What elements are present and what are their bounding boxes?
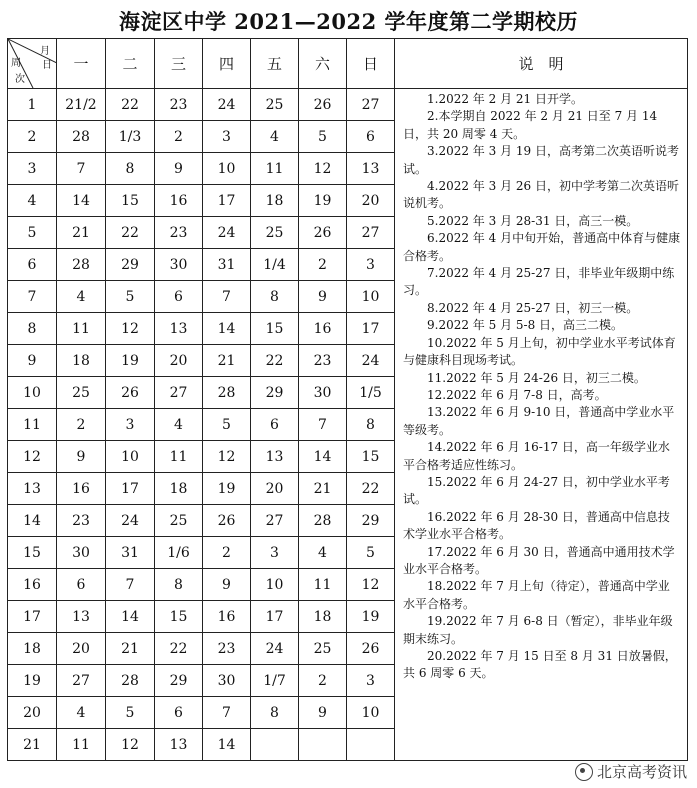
day-cell: 29 xyxy=(106,249,155,281)
day-cell: 11 xyxy=(299,569,347,601)
day-cell: 21 xyxy=(57,217,106,249)
day-cell: 11 xyxy=(57,729,106,761)
day-cell: 8 xyxy=(155,569,203,601)
day-cell: 8 xyxy=(251,281,299,313)
day-cell: 28 xyxy=(106,665,155,697)
corner-cell xyxy=(8,39,57,89)
day-cell: 1/3 xyxy=(106,121,155,153)
day-cell: 18 xyxy=(57,345,106,377)
day-cell: 2 xyxy=(299,665,347,697)
wechat-channel-icon xyxy=(575,763,593,781)
day-cell: 30 xyxy=(299,377,347,409)
day-cell: 3 xyxy=(106,409,155,441)
day-cell xyxy=(299,729,347,761)
weekday-header: 六 xyxy=(299,39,347,89)
day-cell: 17 xyxy=(251,601,299,633)
day-cell: 22 xyxy=(106,217,155,249)
day-cell: 2 xyxy=(155,121,203,153)
day-cell: 9 xyxy=(203,569,251,601)
day-cell: 30 xyxy=(203,665,251,697)
week-number: 9 xyxy=(8,345,57,377)
day-cell: 21 xyxy=(106,633,155,665)
weekday-header: 一 xyxy=(57,39,106,89)
day-cell: 18 xyxy=(299,601,347,633)
day-cell: 19 xyxy=(347,601,395,633)
note-item: 10.2022 年 5 月上旬，初中学业水平考试体育与健康科目现场考试。 xyxy=(403,335,676,368)
note-item: 13.2022 年 6 月 9-10 日，普通高中学业水平等级考。 xyxy=(403,405,675,437)
week-number: 1 xyxy=(8,89,57,121)
day-cell: 23 xyxy=(155,217,203,249)
day-cell: 18 xyxy=(251,185,299,217)
day-cell: 5 xyxy=(106,697,155,729)
day-cell: 27 xyxy=(155,377,203,409)
day-cell: 13 xyxy=(155,313,203,345)
day-cell: 24 xyxy=(203,89,251,121)
day-cell: 17 xyxy=(203,185,251,217)
day-cell: 16 xyxy=(299,313,347,345)
week-number: 4 xyxy=(8,185,57,217)
day-cell: 7 xyxy=(203,281,251,313)
week-number: 20 xyxy=(8,697,57,729)
day-cell: 2 xyxy=(299,249,347,281)
day-cell: 26 xyxy=(106,377,155,409)
note-item: 14.2022 年 6 月 16-17 日，高一年级学业水平合格考适应性练习。 xyxy=(403,440,670,472)
day-cell: 14 xyxy=(203,729,251,761)
day-cell: 4 xyxy=(299,537,347,569)
day-cell: 9 xyxy=(299,697,347,729)
day-cell: 5 xyxy=(203,409,251,441)
note-item: 11.2022 年 5 月 24-26 日，初三二模。 xyxy=(427,370,646,385)
weekday-header: 日 xyxy=(347,39,395,89)
weekday-header: 三 xyxy=(155,39,203,89)
day-cell: 23 xyxy=(155,89,203,121)
school-calendar-table xyxy=(7,38,688,761)
day-cell: 1/6 xyxy=(155,537,203,569)
day-cell: 4 xyxy=(57,281,106,313)
note-item: 19.2022 年 7 月 6-8 日（暂定），非毕业年级期末练习。 xyxy=(403,614,673,646)
day-cell: 6 xyxy=(155,281,203,313)
week-row xyxy=(8,89,688,121)
corner-month-label: 月 xyxy=(40,46,50,57)
day-cell: 7 xyxy=(299,409,347,441)
day-cell: 29 xyxy=(155,665,203,697)
weekday-header: 四 xyxy=(203,39,251,89)
day-cell: 6 xyxy=(57,569,106,601)
note-item: 15.2022 年 6 月 24-27 日，初中学业水平考试。 xyxy=(403,474,670,507)
day-cell: 8 xyxy=(106,153,155,185)
note-item: 5.2022 年 3 月 28-31 日，高三一模。 xyxy=(427,213,639,228)
week-number: 2 xyxy=(8,121,57,153)
day-cell: 17 xyxy=(106,473,155,505)
watermark xyxy=(573,761,689,782)
day-cell: 25 xyxy=(299,633,347,665)
note-item: 2.本学期自 2022 年 2 月 21 日至 7 月 14 日，共 20 周零 4 天。 xyxy=(403,109,658,141)
day-cell: 12 xyxy=(203,441,251,473)
note-item: 7.2022 年 4 月 25-27 日，非毕业年级期中练习。 xyxy=(403,266,675,298)
day-cell: 4 xyxy=(155,409,203,441)
day-cell: 25 xyxy=(251,217,299,249)
day-cell: 20 xyxy=(57,633,106,665)
day-cell: 31 xyxy=(203,249,251,281)
day-cell: 26 xyxy=(203,505,251,537)
day-cell: 4 xyxy=(251,121,299,153)
day-cell: 28 xyxy=(57,249,106,281)
day-cell: 3 xyxy=(347,665,395,697)
note-item: 20.2022 年 7 月 15 日至 8 月 31 日放暑假，共 6 周零 6 天。 xyxy=(403,649,677,681)
day-cell: 8 xyxy=(251,697,299,729)
week-number: 6 xyxy=(8,249,57,281)
day-cell xyxy=(251,729,299,761)
week-number: 3 xyxy=(8,153,57,185)
note-item: 12.2022 年 6 月 7-8 日，高考。 xyxy=(427,387,607,402)
day-cell: 16 xyxy=(57,473,106,505)
day-cell: 26 xyxy=(347,633,395,665)
week-number: 19 xyxy=(8,665,57,697)
day-cell: 15 xyxy=(251,313,299,345)
day-cell: 25 xyxy=(57,377,106,409)
week-number: 18 xyxy=(8,633,57,665)
note-item: 9.2022 年 5 月 5-8 日，高三二模。 xyxy=(427,318,624,333)
day-cell: 26 xyxy=(299,217,347,249)
day-cell: 9 xyxy=(57,441,106,473)
week-number: 13 xyxy=(8,473,57,505)
note-item: 1.2022 年 2 月 21 日开学。 xyxy=(427,92,583,106)
week-number: 5 xyxy=(8,217,57,249)
week-number: 10 xyxy=(8,377,57,409)
day-cell: 6 xyxy=(347,121,395,153)
week-number: 11 xyxy=(8,409,57,441)
day-cell: 15 xyxy=(106,185,155,217)
day-cell: 9 xyxy=(299,281,347,313)
day-cell: 4 xyxy=(57,697,106,729)
day-cell: 10 xyxy=(203,153,251,185)
day-cell: 3 xyxy=(347,249,395,281)
note-item: 3.2022 年 3 月 19 日，高考第二次英语听说考试。 xyxy=(403,144,679,176)
week-number: 8 xyxy=(8,313,57,345)
day-cell: 27 xyxy=(347,217,395,249)
day-cell: 28 xyxy=(299,505,347,537)
day-cell: 31 xyxy=(106,537,155,569)
day-cell: 19 xyxy=(299,185,347,217)
day-cell: 14 xyxy=(299,441,347,473)
day-cell: 14 xyxy=(106,601,155,633)
day-cell: 13 xyxy=(251,441,299,473)
day-cell: 14 xyxy=(203,313,251,345)
day-cell: 10 xyxy=(347,281,395,313)
day-cell: 6 xyxy=(155,697,203,729)
note-item: 18.2022 年 7 月上旬（待定），普通高中学业水平合格考。 xyxy=(403,579,670,611)
day-cell: 1/7 xyxy=(251,665,299,697)
day-cell: 26 xyxy=(299,89,347,121)
day-cell: 24 xyxy=(347,345,395,377)
week-number: 16 xyxy=(8,569,57,601)
note-item: 16.2022 年 6 月 28-30 日，普通高中信息技术学业水平合格考。 xyxy=(403,509,670,542)
week-number: 17 xyxy=(8,601,57,633)
day-cell: 23 xyxy=(203,633,251,665)
notes-header: 说 明 xyxy=(395,39,688,89)
week-number: 21 xyxy=(8,729,57,761)
day-cell: 18 xyxy=(155,473,203,505)
day-cell: 29 xyxy=(347,505,395,537)
day-cell: 24 xyxy=(251,633,299,665)
day-cell: 27 xyxy=(347,89,395,121)
weekday-header: 五 xyxy=(251,39,299,89)
day-cell: 10 xyxy=(106,441,155,473)
day-cell: 11 xyxy=(155,441,203,473)
day-cell: 13 xyxy=(347,153,395,185)
day-cell: 5 xyxy=(347,537,395,569)
day-cell: 25 xyxy=(251,89,299,121)
header-row xyxy=(8,39,688,89)
day-cell: 21 xyxy=(203,345,251,377)
day-cell: 24 xyxy=(203,217,251,249)
day-cell: 15 xyxy=(155,601,203,633)
day-cell: 21/2 xyxy=(57,89,106,121)
note-item: 17.2022 年 6 月 30 日，普通高中通用技术学业水平合格考。 xyxy=(403,544,675,576)
day-cell: 11 xyxy=(57,313,106,345)
weekday-header: 二 xyxy=(106,39,155,89)
day-cell: 8 xyxy=(347,409,395,441)
week-number: 15 xyxy=(8,537,57,569)
day-cell: 12 xyxy=(106,313,155,345)
day-cell: 19 xyxy=(106,345,155,377)
day-cell: 22 xyxy=(251,345,299,377)
day-cell: 27 xyxy=(57,665,106,697)
corner-order-label: 次 xyxy=(15,74,25,85)
day-cell: 30 xyxy=(155,249,203,281)
day-cell: 10 xyxy=(251,569,299,601)
day-cell: 16 xyxy=(155,185,203,217)
day-cell: 22 xyxy=(347,473,395,505)
day-cell: 7 xyxy=(106,569,155,601)
day-cell: 20 xyxy=(347,185,395,217)
day-cell: 2 xyxy=(57,409,106,441)
day-cell: 22 xyxy=(155,633,203,665)
day-cell: 10 xyxy=(347,697,395,729)
note-item: 8.2022 年 4 月 25-27 日，初三一模。 xyxy=(427,300,639,315)
day-cell: 25 xyxy=(155,505,203,537)
day-cell: 3 xyxy=(251,537,299,569)
day-cell: 22 xyxy=(106,89,155,121)
day-cell: 24 xyxy=(106,505,155,537)
page-title: 海淀区中学 2021—2022 学年度第二学期校历 xyxy=(118,9,578,34)
day-cell: 1/5 xyxy=(347,377,395,409)
day-cell: 30 xyxy=(57,537,106,569)
day-cell: 9 xyxy=(155,153,203,185)
day-cell: 3 xyxy=(203,121,251,153)
day-cell xyxy=(347,729,395,761)
corner-day-label: 日 xyxy=(42,60,52,71)
notes-cell xyxy=(395,89,688,761)
day-cell: 17 xyxy=(347,313,395,345)
day-cell: 28 xyxy=(203,377,251,409)
day-cell: 15 xyxy=(347,441,395,473)
day-cell: 13 xyxy=(57,601,106,633)
day-cell: 7 xyxy=(57,153,106,185)
day-cell: 16 xyxy=(203,601,251,633)
day-cell: 12 xyxy=(347,569,395,601)
corner-week-label: 周 xyxy=(11,58,21,69)
day-cell: 20 xyxy=(251,473,299,505)
day-cell: 13 xyxy=(155,729,203,761)
day-cell: 6 xyxy=(251,409,299,441)
day-cell: 2 xyxy=(203,537,251,569)
day-cell: 1/4 xyxy=(251,249,299,281)
day-cell: 12 xyxy=(299,153,347,185)
day-cell: 27 xyxy=(251,505,299,537)
day-cell: 7 xyxy=(203,697,251,729)
week-number: 12 xyxy=(8,441,57,473)
day-cell: 11 xyxy=(251,153,299,185)
watermark-text: 北京高考资讯 xyxy=(596,763,687,781)
day-cell: 29 xyxy=(251,377,299,409)
day-cell: 19 xyxy=(203,473,251,505)
note-item: 4.2022 年 3 月 26 日，初中学考第二次英语听说机考。 xyxy=(403,179,679,211)
week-number: 14 xyxy=(8,505,57,537)
day-cell: 5 xyxy=(106,281,155,313)
day-cell: 23 xyxy=(299,345,347,377)
day-cell: 23 xyxy=(57,505,106,537)
week-number: 7 xyxy=(8,281,57,313)
day-cell: 5 xyxy=(299,121,347,153)
day-cell: 28 xyxy=(57,121,106,153)
note-item: 6.2022 年 4 月中旬开始，普通高中体育与健康合格考。 xyxy=(403,231,681,263)
day-cell: 20 xyxy=(155,345,203,377)
day-cell: 14 xyxy=(57,185,106,217)
day-cell: 12 xyxy=(106,729,155,761)
day-cell: 21 xyxy=(299,473,347,505)
